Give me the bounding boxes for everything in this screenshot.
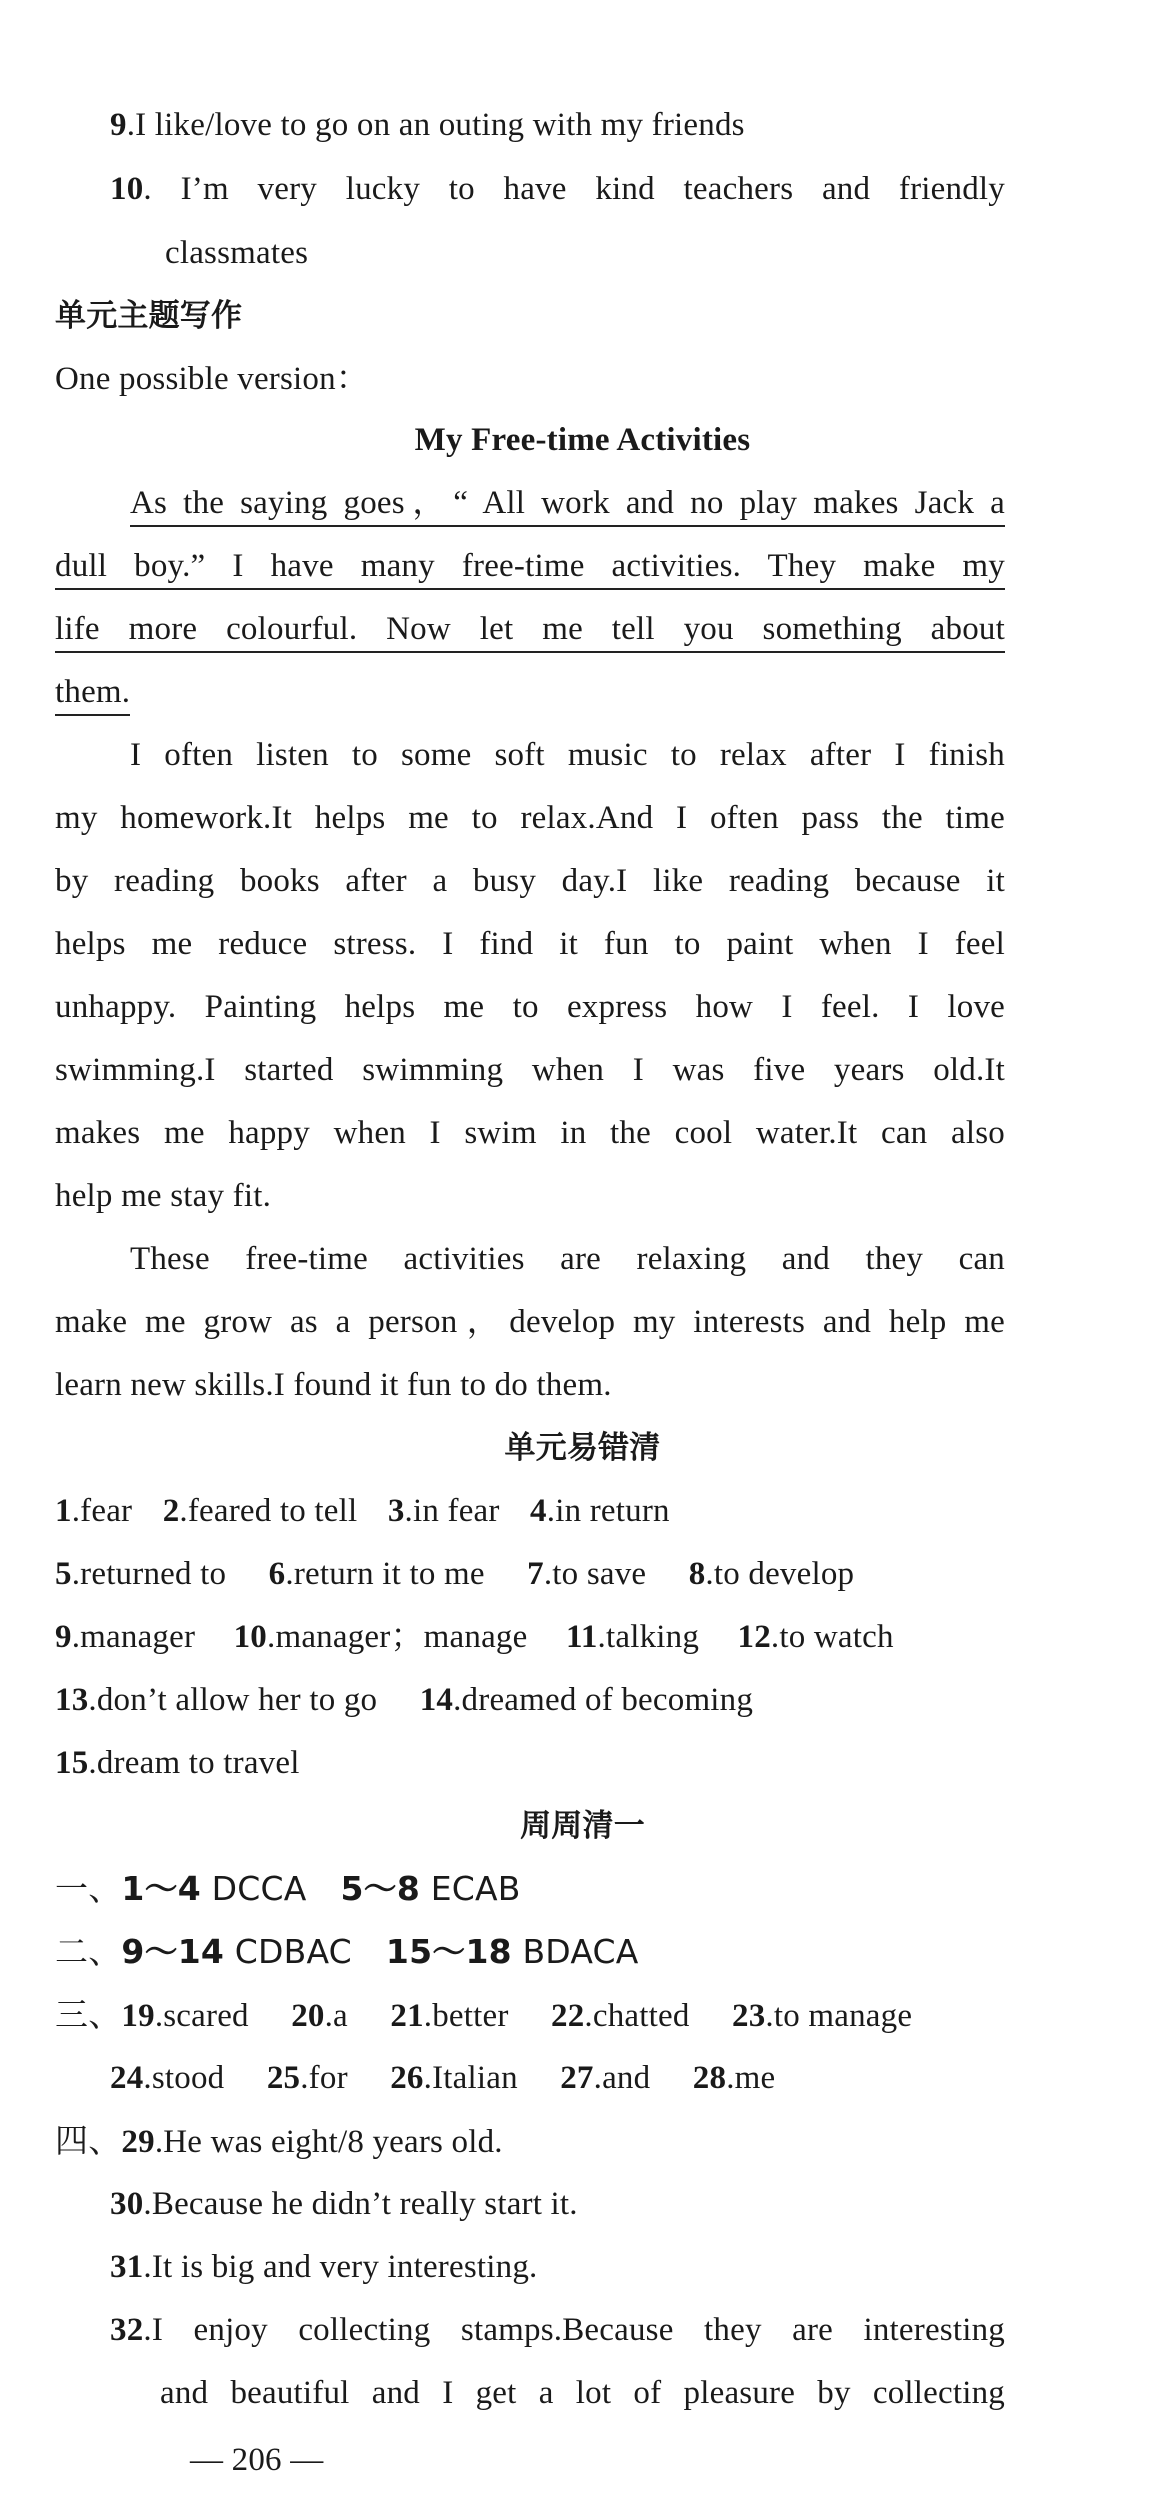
section-heading-writing: 单元主题写作	[55, 298, 243, 334]
essay-p3-line1: These free-time activities are relaxing and they can	[130, 1241, 1005, 1277]
error-row-2: 5.returned to 6.return it to me 7.to save 8.to develop	[55, 1556, 855, 1592]
essay-p2-line7: makes me happy when I swim in the cool water.It can also	[55, 1115, 1005, 1151]
essay-p2-line4: helps me reduce stress. I find it fun to paint when I feel	[55, 926, 1005, 962]
essay-p1-line4: them.	[55, 670, 130, 716]
page-number: — 206 —	[190, 2442, 324, 2478]
section-heading-errors: 单元易错清	[504, 1430, 661, 1466]
essay-p3-line2: make me grow as a person，develop my interests and help me	[55, 1304, 1005, 1340]
error-row-5: 15.dream to travel	[55, 1745, 300, 1781]
essay-p2-line1: I often listen to some soft music to relax after I finish	[130, 737, 1005, 773]
essay-p1-line1: As the saying goes，“ All work and no play makes Jack a	[130, 481, 1005, 527]
weekly-q29: 四、29.He was eight/8 years old.	[55, 2121, 503, 2160]
writing-intro: One possible version：	[55, 361, 369, 397]
weekly-sec3-row2: 24.stood 25.for 26.Italian 27.and 28.me	[110, 2060, 776, 2096]
essay-p1-line3: life more colourful. Now let me tell you something about	[55, 607, 1005, 653]
error-row-3: 9.manager 10.manager；manage 11.talking 12.to watch	[55, 1619, 894, 1655]
essay-p3-line3: learn new skills.I found it fun to do them.	[55, 1367, 612, 1403]
weekly-sec3-row1: 三、19.scared 20.a 21.better 22.chatted 23.to manage	[55, 1995, 913, 2034]
answer-item-10-cont: classmates	[165, 235, 309, 271]
error-row-4: 13.don’t allow her to go 14.dreamed of becoming	[55, 1682, 754, 1718]
weekly-q30: 30.Because he didn’t really start it.	[110, 2186, 578, 2222]
essay-p2-line8: help me stay fit.	[55, 1178, 272, 1214]
answer-item-9: 9.I like/love to go on an outing with my friends	[110, 107, 745, 143]
weekly-sec2: 二、9～14 CDBAC 15～18 BDACA	[55, 1932, 639, 1971]
essay-p2-line3: by reading books after a busy day.I like reading because it	[55, 863, 1005, 899]
answer-item-10: 10. I’m very lucky to have kind teachers and friendly	[110, 171, 1005, 207]
error-row-1: 1.fear 2.feared to tell 3.in fear 4.in return	[55, 1493, 670, 1529]
essay-p2-line5: unhappy. Painting helps me to express how I feel. I love	[55, 989, 1005, 1025]
essay-p2-line6: swimming.I started swimming when I was five years old.It	[55, 1052, 1005, 1088]
weekly-q32: 32.I enjoy collecting stamps.Because they are interesting	[110, 2312, 1005, 2348]
essay-p2-line2: my homework.It helps me to relax.And I often pass the time	[55, 800, 1005, 836]
weekly-sec1: 一、1～4 DCCA 5～8 ECAB	[55, 1869, 521, 1908]
weekly-q31: 31.It is big and very interesting.	[110, 2249, 538, 2285]
essay-p1-line2: dull boy.” I have many free-time activities. They make my	[55, 544, 1005, 590]
section-heading-weekly: 周周清一	[520, 1808, 645, 1844]
weekly-q32-cont: and beautiful and I get a lot of pleasure by collecting	[160, 2375, 1005, 2411]
essay-title: My Free-time Activities	[414, 422, 751, 458]
